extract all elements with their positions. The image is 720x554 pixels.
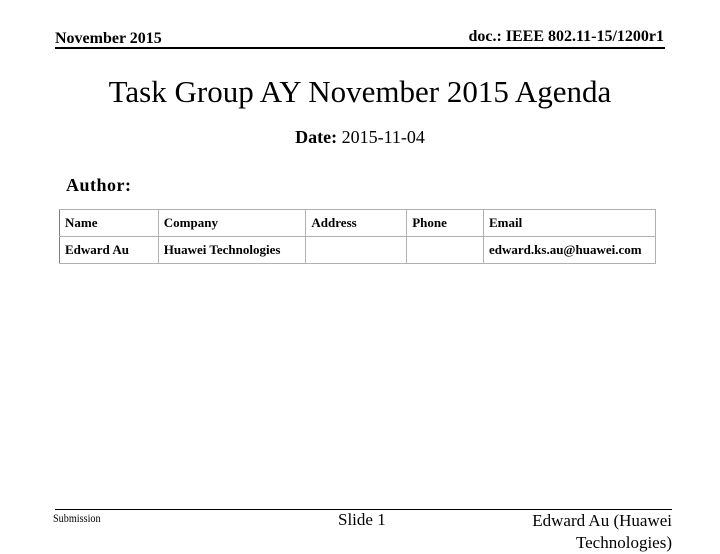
author-label: Author: bbox=[66, 175, 132, 195]
cell-address bbox=[306, 237, 407, 264]
table-header-email: Email bbox=[484, 210, 656, 237]
footer-submission: Submission bbox=[53, 511, 101, 525]
date-value: 2015-11-04 bbox=[341, 127, 425, 147]
date-label: Date: bbox=[295, 127, 338, 147]
table-header-row bbox=[60, 210, 656, 237]
table-header-address: Address bbox=[306, 210, 407, 237]
table-header-name: Name bbox=[60, 210, 159, 237]
cell-company: Huawei Technologies bbox=[158, 237, 306, 264]
table-header-phone: Phone bbox=[407, 210, 484, 237]
cell-name: Edward Au bbox=[60, 237, 159, 264]
cell-email: edward.ks.au@huawei.com bbox=[484, 237, 656, 264]
cell-phone bbox=[407, 237, 484, 264]
footer-slide-number: Slide 1 bbox=[338, 510, 386, 529]
footer-author: Edward Au (Huawei Technologies) bbox=[532, 511, 672, 552]
slide-title: Task Group AY November 2015 Agenda bbox=[108, 74, 612, 109]
table-row bbox=[60, 237, 656, 264]
header-date: November 2015 bbox=[55, 30, 162, 47]
header-doc-id: doc.: IEEE 802.11-15/1200r1 bbox=[468, 28, 664, 45]
table-header-company: Company bbox=[158, 210, 306, 237]
date-line bbox=[0, 127, 720, 148]
header-rule bbox=[55, 47, 665, 49]
author-table bbox=[59, 209, 656, 264]
